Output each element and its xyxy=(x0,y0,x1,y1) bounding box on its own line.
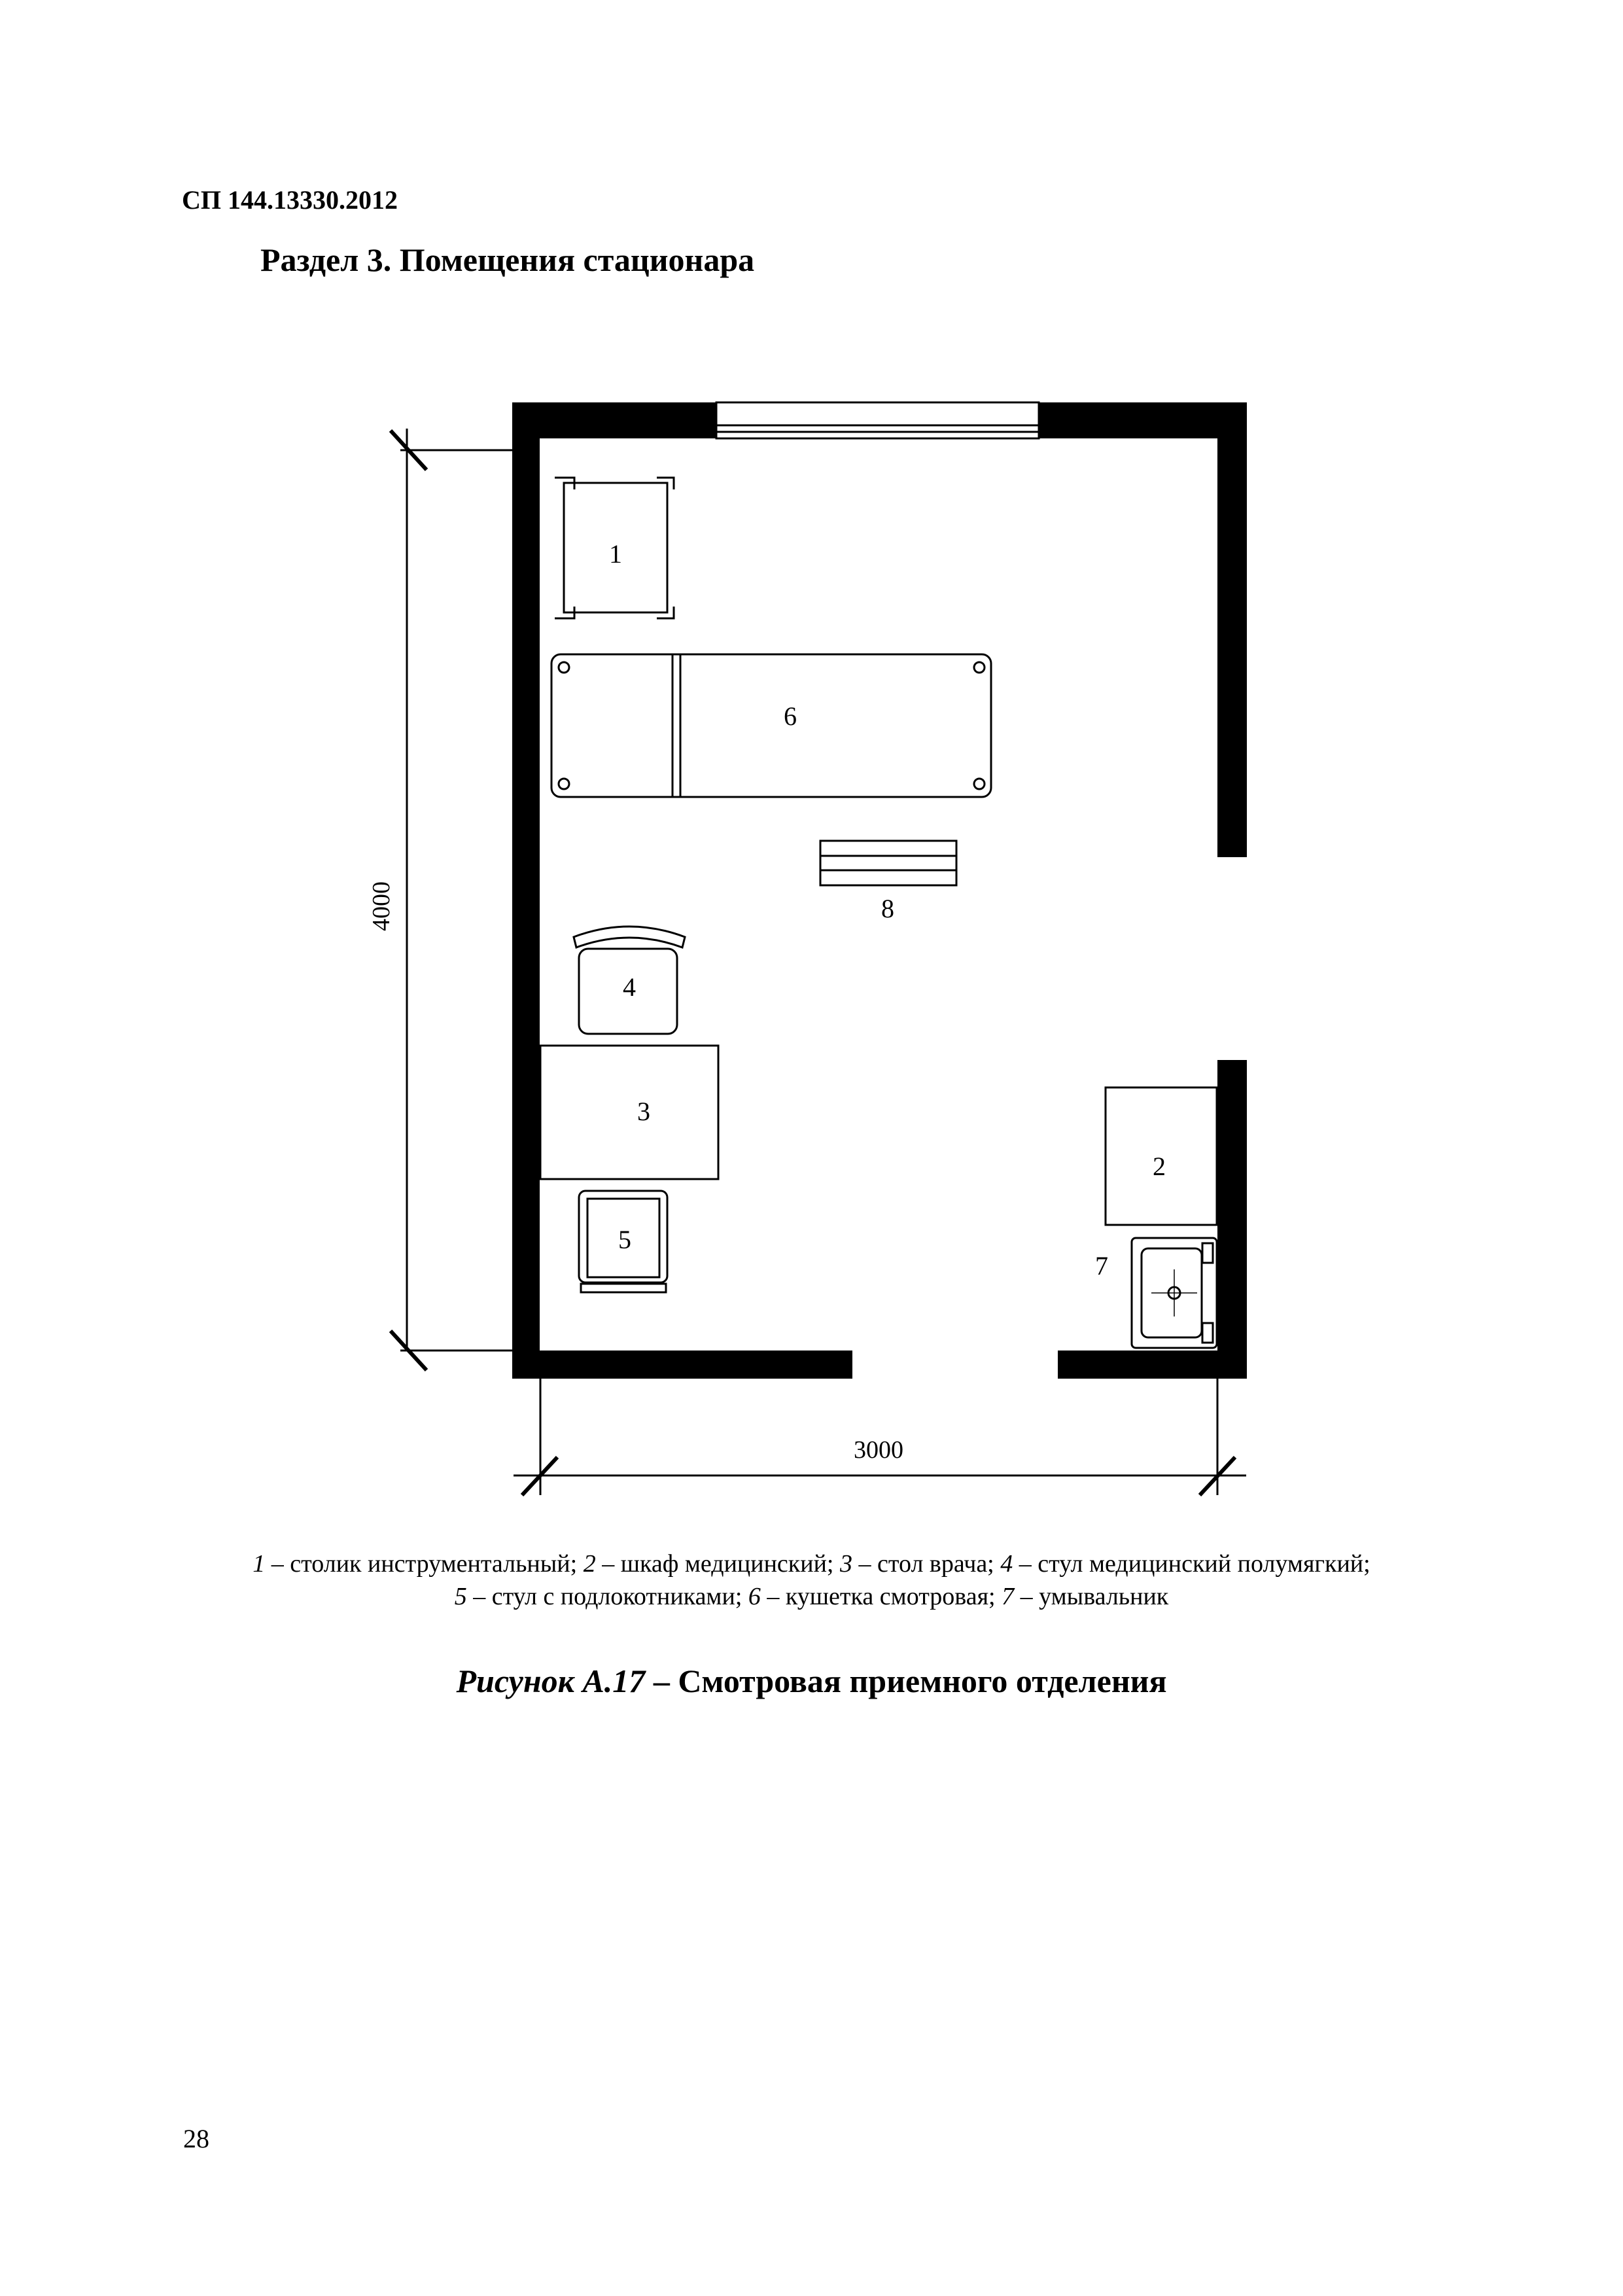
figure-label: Рисунок А.17 xyxy=(456,1663,646,1699)
page-number: 28 xyxy=(183,2124,209,2153)
right-wall-upper xyxy=(1217,402,1247,857)
bottom-wall-left xyxy=(512,1351,852,1379)
section-title: Раздел 3. Помещения стационара xyxy=(260,241,755,278)
window xyxy=(716,402,1039,438)
document-code: СП 144.13330.2012 xyxy=(182,185,398,215)
height-dimension-line xyxy=(391,429,512,1370)
item-2-number: 2 xyxy=(1153,1152,1166,1181)
width-dimension-label: 3000 xyxy=(854,1436,903,1464)
item-7-number: 7 xyxy=(1095,1251,1108,1280)
item-6-number: 6 xyxy=(784,701,797,731)
legend-line-1: 1 – столик инструментальный; 2 – шкаф медицинский; 3 – стол врача; 4 – стул медицинский полумягкий; xyxy=(253,1550,1370,1578)
top-wall-left xyxy=(512,402,716,438)
item-1-number: 1 xyxy=(609,539,622,569)
height-dimension-label: 4000 xyxy=(368,881,395,931)
item-4-number: 4 xyxy=(623,972,636,1002)
item-8-number: 8 xyxy=(881,894,894,923)
item-5-number: 5 xyxy=(618,1225,631,1254)
item-3-number: 3 xyxy=(637,1097,650,1126)
figure-title: – Смотровая приемного отделения xyxy=(645,1663,1167,1699)
right-wall-lower xyxy=(1217,1060,1247,1379)
examination-couch xyxy=(551,654,991,797)
bottom-wall-right xyxy=(1058,1351,1247,1379)
step-stool xyxy=(820,841,956,885)
top-wall-right xyxy=(1039,402,1247,438)
washbasin xyxy=(1132,1238,1217,1348)
doctors-desk xyxy=(540,1046,718,1179)
legend-line-2: 5 – стул с подлокотниками; 6 – кушетка смотровая; 7 – умывальник xyxy=(454,1583,1169,1610)
left-wall xyxy=(512,402,540,1379)
figure-caption xyxy=(0,1662,1623,1700)
